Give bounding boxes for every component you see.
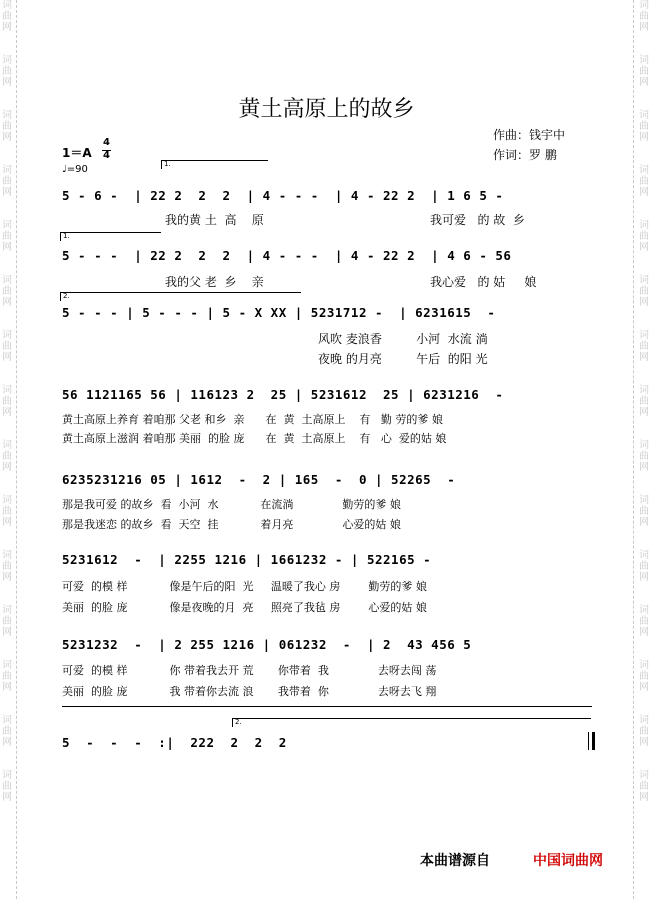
left-border-line: [16, 0, 17, 899]
final-barline: [588, 732, 595, 750]
lyric-line-7a: 可爱 的模 样 你 带着我去开 荒 你带着 我 去呀去闯 荡: [62, 664, 437, 677]
notation-line-6: 5231612 - | 2255 1216 | 1661232 - | 522165 -: [62, 552, 432, 567]
lyric-line-3b: 夜晚 的月亮 午后 的阳 光: [318, 352, 488, 366]
lyric-line-3a: 风吹 麦浪香 小河 水流 淌: [318, 332, 488, 346]
composer-credit: 作曲：钱宇中: [493, 128, 566, 142]
lyric-line-4b: 黄土高原上滋润 着咱那 美丽 的脸 庞 在 黄 土高原上 有 心 爱的姑 娘: [62, 432, 447, 445]
lyric-line-6a: 可爱 的模 样 像是午后的阳 光 温暖了我心 房 勤劳的爹 娘: [62, 580, 427, 593]
volta-bracket: 1.: [161, 160, 268, 169]
lyric-line-2a: 我的父 老 乡 亲: [165, 275, 264, 289]
notation-line-4: 56 1121165 56 | 116123 2 25 | 5231612 25 | 6231216 -: [62, 387, 504, 402]
time-signature-top: 4: [103, 137, 110, 148]
time-signature-bottom: 4: [103, 150, 110, 161]
notation-line-2: 5 - - - | 22 2 2 2 | 4 - - - | 4 - 22 2 | 4 6 - 56: [62, 248, 512, 263]
lyric-line-2b: 我心爱 的 姑 娘: [430, 275, 537, 289]
lyric-line-4a: 黄土高原上养育 着咱那 父老 和乡 亲 在 黄 土高原上 有 勤 劳的爹 娘: [62, 413, 443, 426]
watermark-right: 词 曲 网 词 曲 网 词 曲 网 词 曲 网 词 曲 网 词 曲 网 词 曲 网 词 曲 网 词 曲 网 词 曲 网 词 曲 网 词 曲 网 词 曲 网 词 曲 网 词 曲 网: [639, 0, 649, 803]
volta-bracket: 1.: [60, 232, 161, 241]
lyric-line-1a: 我的黄 土 高 原: [165, 213, 264, 227]
tempo-marking: ♩=90: [62, 164, 88, 175]
lyric-line-6b: 美丽 的脸 庞 像是夜晚的月 亮 照亮了我毡 房 心爱的姑 娘: [62, 601, 427, 614]
staff-rule: [62, 706, 592, 707]
lyric-line-1b: 我可爱 的 故 乡: [430, 213, 525, 227]
source-label: 本曲谱源自: [420, 853, 490, 869]
volta-bracket: 2.: [232, 718, 591, 727]
notation-line-5: 6235231216 05 | 1612 - 2 | 165 - 0 | 52265 -: [62, 472, 456, 487]
notation-line-3: 5 - - - | 5 - - - | 5 - X XX | 5231712 - | 6231615 -: [62, 305, 496, 320]
page-title: 黄土高原上的故乡: [238, 97, 415, 122]
notation-line-7: 5231232 - | 2 255 1216 | 061232 - | 2 43 456 5: [62, 637, 472, 652]
volta-bracket: 2.: [60, 292, 301, 301]
notation-line-8: 5 - - - :| 222 2 2 2: [62, 735, 287, 750]
lyric-line-5a: 那是我可爱 的故乡 看 小河 水 在流淌 勤劳的爹 娘: [62, 498, 401, 511]
lyric-line-7b: 美丽 的脸 庞 我 带着你去流 浪 我带着 你 去呀去飞 翔: [62, 685, 437, 698]
lyric-line-5b: 那是我迷恋 的故乡 看 天空 挂 着月亮 心爱的姑 娘: [62, 518, 401, 531]
notation-line-1: 5 - 6 - | 22 2 2 2 | 4 - - - | 4 - 22 2 | 1 6 5 -: [62, 188, 504, 203]
right-border-line: [633, 0, 634, 899]
watermark-left: 词 曲 网 词 曲 网 词 曲 网 词 曲 网 词 曲 网 词 曲 网 词 曲 网 词 曲 网 词 曲 网 词 曲 网 词 曲 网 词 曲 网 词 曲 网 词 曲 网 词 曲 网: [2, 0, 12, 803]
key-signature: 1＝A: [62, 146, 92, 160]
source-site: 中国词曲网: [533, 853, 603, 869]
lyricist-credit: 作词：罗 鹏: [493, 148, 557, 162]
